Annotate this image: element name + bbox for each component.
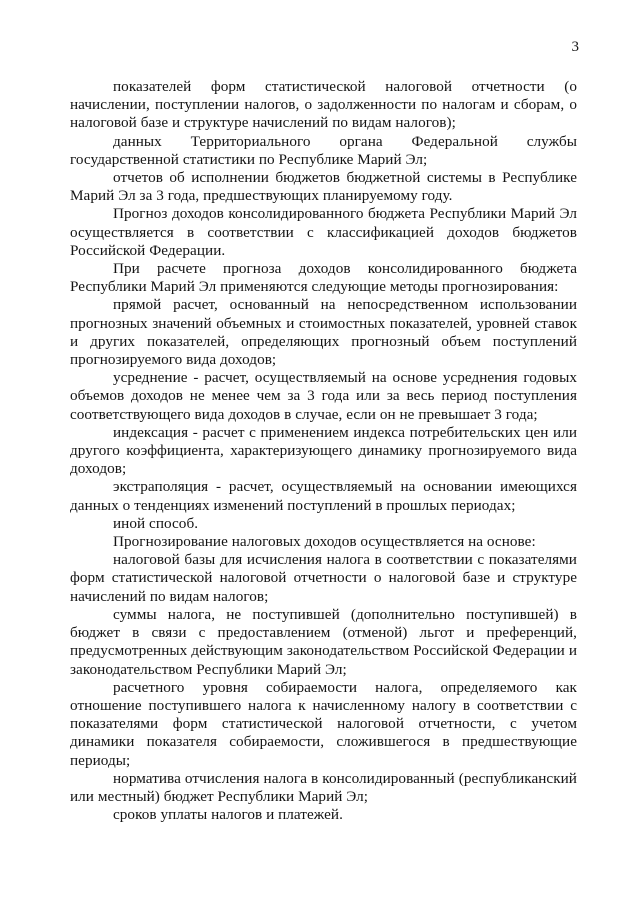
document-body — [70, 78, 577, 824]
paragraph: отчетов об исполнении бюджетов бюджетной системы в Республике Марий Эл за 3 года, предшествующих планируемому году. — [70, 169, 577, 205]
paragraph: Прогноз доходов консолидированного бюджета Республики Марий Эл осуществляется в соответствии с классификацией доходов бюджетов Российской Федерации. — [70, 205, 577, 259]
paragraph: расчетного уровня собираемости налога, определяемого как отношение поступившего налога к начисленному налогу в соответствии с показателями форм статистической налоговой отчетности, с учетом динамики показателя собираемости, сложившегося в предшествующие периоды; — [70, 678, 577, 769]
paragraph: индексация - расчет с применением индекса потребительских цен или другого коэффициента, характеризующего динамику прогнозируемого вида доходов; — [70, 423, 577, 478]
paragraph: усреднение - расчет, осуществляемый на основе усреднения годовых объемов доходов не менее чем за 3 года или за весь период поступления соответствующего вида доходов в случае, если он не превышает 3 года; — [70, 369, 577, 423]
paragraph: показателей форм статистической налоговой отчетности (о начислении, поступлении налогов, о задолженности по налогам и сборам, о налоговой базе и структуре начислений по видам налогов); — [70, 78, 577, 132]
paragraph: сроков уплаты налогов и платежей. — [113, 806, 343, 824]
paragraph: иной способ. — [113, 514, 199, 532]
paragraph: налоговой базы для исчисления налога в соответствии с показателями форм статистической налоговой отчетности о налоговой базе и структуре начислений по видам налогов; — [70, 551, 577, 605]
paragraph: суммы налога, не поступившей (дополнительно поступившей) в бюджет в связи с предоставлением (отменой) льгот и преференций, предусмотренных действующим законодательством Российской Федерации и законодательством Республики Марий Эл; — [70, 605, 577, 678]
paragraph: При расчете прогноза доходов консолидированного бюджета Республики Марий Эл применяются следующие методы прогнозирования: — [70, 260, 577, 296]
paragraph: прямой расчет, основанный на непосредственном использовании прогнозных значений объемных и стоимостных показателей, уровней ставок и других показателей, определяющих прогнозный объем поступлений прогнозируемого вида доходов; — [70, 296, 577, 369]
paragraph: норматива отчисления налога в консолидированный (республиканский или местный) бюджет Республики Марий Эл; — [70, 769, 577, 805]
paragraph: Прогнозирование налоговых доходов осуществляется на основе: — [113, 533, 536, 551]
paragraph: экстраполяция - расчет, осуществляемый на основании имеющихся данных о тенденциях изменений поступлений в прошлых периодах; — [70, 478, 577, 514]
page-number: 3 — [571, 39, 579, 55]
paragraph: данных Территориального органа Федеральной службы государственной статистики по Республике Марий Эл; — [70, 132, 577, 168]
